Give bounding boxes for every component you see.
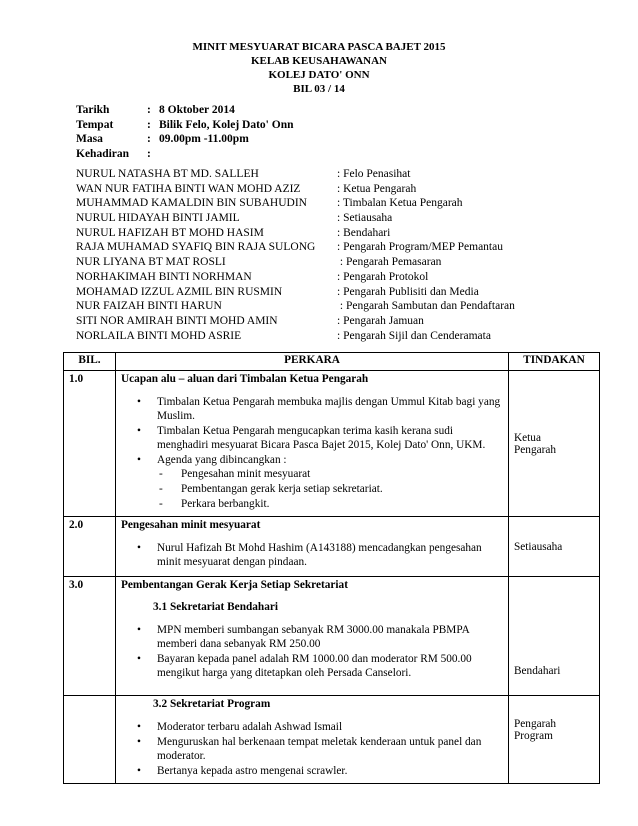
bullet-list: [121, 541, 503, 569]
row-action: [509, 577, 600, 696]
list-item: - Pengesahan minit mesyuarat: [181, 467, 503, 481]
list-item: - Perkara berbangkit.: [181, 497, 503, 511]
list-item: • Bayaran kepada panel adalah RM 1000.00 dan moderator RM 500.00 mengikut harga yang ditetapkan oleh Persada Canselori.: [157, 652, 503, 680]
attendee-row: [76, 285, 515, 300]
row-content: [116, 517, 509, 577]
list-item: - Pembentangan gerak kerja setiap sekretariat.: [181, 482, 503, 496]
table-row: [64, 517, 600, 577]
meta-label: Tarikh: [76, 104, 110, 116]
dash-list: [157, 467, 503, 511]
action-line: Bendahari: [514, 665, 561, 677]
title-line-3: KOLEJ DATO' ONN: [268, 69, 370, 81]
meta-label: Masa: [76, 133, 103, 145]
header-perkara: PERKARA: [116, 353, 509, 371]
list-item: • Timbalan Ketua Pengarah membuka majlis dengan Ummul Kitab bagi yang Muslim.: [157, 395, 503, 423]
attendee-name: NURUL HIDAYAH BINTI JAMIL: [76, 212, 240, 225]
bullet-list: [121, 623, 503, 680]
attendee-row: [76, 167, 515, 182]
meeting-details: [76, 103, 294, 161]
attendee-list: [76, 167, 515, 343]
attendee-row: [76, 314, 515, 329]
row-content: [116, 696, 509, 784]
attendee-row: [76, 255, 515, 270]
attendee-name: WAN NUR FATIHA BINTI WAN MOHD AZIZ: [76, 182, 301, 195]
title-line-1: MINIT MESYUARAT BICARA PASCA BAJET 2015: [192, 41, 446, 53]
attendee-role: : Pengarah Jamuan: [337, 314, 424, 327]
title-line-2: KELAB KEUSAHAWANAN: [251, 55, 387, 67]
sub-heading: 3.1 Sekretariat Bendahari: [153, 601, 278, 613]
attendee-role: : Pengarah Sambutan dan Pendaftaran: [337, 300, 515, 313]
attendee-name: NUR LIYANA BT MAT ROSLI: [76, 256, 226, 269]
attendee-name: NURUL HAFIZAH BT MOHD HASIM: [76, 226, 264, 239]
attendee-role: : Pengarah Pemasaran: [337, 256, 442, 269]
attendee-name: MOHAMAD IZZUL AZMIL BIN RUSMIN: [76, 285, 283, 298]
row-number: 3.0: [64, 577, 116, 696]
row-action: [509, 371, 600, 517]
attendee-row: [76, 211, 515, 226]
action-line: Setiausaha: [514, 540, 563, 553]
table-row: [64, 696, 600, 784]
list-item: • Timbalan Ketua Pengarah mengucapkan terima kasih kerana sudi menghadiri mesyuarat Bicara Pasca Bajet 2015, Kolej Dato' Onn, UKM.: [157, 424, 503, 452]
meta-label: Kehadiran: [76, 147, 130, 160]
attendee-name: NURUL NATASHA BT MD. SALLEH: [76, 168, 259, 180]
meta-value: Bilik Felo, Kolej Dato' Onn: [159, 118, 294, 131]
attendee-role: : Pengarah Publisiti dan Media: [337, 285, 479, 298]
attendee-role: : Pengarah Protokol: [337, 270, 429, 283]
attendee-role: : Pengarah Program/MEP Pemantau: [337, 241, 503, 254]
attendee-role: : Setiausaha: [337, 212, 393, 225]
meta-value: 09.00pm -11.00pm: [159, 133, 249, 145]
header-bil: BIL.: [64, 353, 116, 371]
attendee-name: MUHAMMAD KAMALDIN BIN SUBAHUDIN: [76, 197, 307, 210]
list-item-text: Agenda yang dibincangkan :: [157, 454, 287, 466]
attendee-name: NUR FAIZAH BINTI HARUN: [76, 300, 222, 313]
list-item: [157, 453, 503, 511]
sub-heading: 3.2 Sekretariat Program: [153, 698, 271, 710]
row-number: 2.0: [64, 517, 116, 577]
row-number: 1.0: [64, 371, 116, 517]
attendee-row: [76, 299, 515, 314]
attendee-row: [76, 240, 515, 255]
table-header-row: [64, 353, 600, 371]
attendee-name: RAJA MUHAMAD SYAFIQ BIN RAJA SULONG: [76, 241, 316, 254]
minutes-table: [63, 352, 600, 784]
action-line: Ketua: [514, 431, 541, 444]
attendee-row: [76, 329, 515, 344]
header-tindakan: TINDAKAN: [509, 353, 600, 371]
table-row: [64, 577, 600, 696]
list-item: • Nurul Hafizah Bt Mohd Hashim (A143188) mencadangkan pengesahan minit mesyuarat dengan pindaan.: [157, 541, 503, 569]
meta-label: Tempat: [76, 118, 114, 131]
list-item: • Moderator terbaru adalah Ashwad Ismail: [157, 720, 503, 734]
attendee-name: NORLAILA BINTI MOHD ASRIE: [76, 329, 242, 342]
action-line: Pengarah: [514, 443, 557, 456]
list-item: • Menguruskan hal berkenaan tempat meletak kenderaan untuk panel dan moderator.: [157, 735, 503, 763]
row-action: [509, 517, 600, 577]
title-line-4: BIL 03 / 14: [293, 83, 345, 95]
row-heading: Pengesahan minit mesyuarat: [121, 519, 261, 531]
meta-row: Tarikh : 8 Oktober 2014: [76, 104, 235, 116]
meta-value: 8 Oktober 2014: [159, 104, 235, 116]
row-content: [116, 577, 509, 696]
meta-row: Kehadiran :: [76, 147, 151, 160]
row-action: [509, 696, 600, 784]
attendee-role: : Pengarah Sijil dan Cenderamata: [337, 329, 491, 342]
attendee-row: [76, 182, 515, 197]
attendee-role: : Bendahari: [337, 226, 391, 239]
bullet-list: [121, 720, 503, 778]
row-heading: Ucapan alu – aluan dari Timbalan Ketua Pengarah: [121, 373, 369, 385]
meta-row: Masa : 09.00pm -11.00pm: [76, 133, 249, 145]
attendee-row: [76, 270, 515, 285]
attendee-row: [76, 226, 515, 241]
list-item: • MPN memberi sumbangan sebanyak RM 3000.00 manakala PBMPA memberi dana sebanyak RM 250.00: [157, 623, 503, 651]
action-line: Program: [514, 730, 553, 742]
action-line: Pengarah: [514, 718, 557, 730]
list-item: • Bertanya kepada astro mengenai scrawler.: [157, 764, 503, 778]
bullet-list: [121, 395, 503, 511]
attendee-row: [76, 196, 515, 211]
meta-row: Tempat : Bilik Felo, Kolej Dato' Onn: [76, 118, 294, 131]
row-heading: Pembentangan Gerak Kerja Setiap Sekretariat: [121, 579, 348, 591]
attendee-role: : Felo Penasihat: [337, 168, 411, 180]
attendee-name: NORHAKIMAH BINTI NORHMAN: [76, 270, 252, 283]
attendee-role: : Timbalan Ketua Pengarah: [337, 197, 463, 210]
document-title: [0, 40, 638, 96]
row-number: [64, 696, 116, 784]
attendee-name: SITI NOR AMIRAH BINTI MOHD AMIN: [76, 314, 278, 327]
table-row: [64, 371, 600, 517]
row-content: [116, 371, 509, 517]
attendee-role: : Ketua Pengarah: [337, 182, 417, 195]
